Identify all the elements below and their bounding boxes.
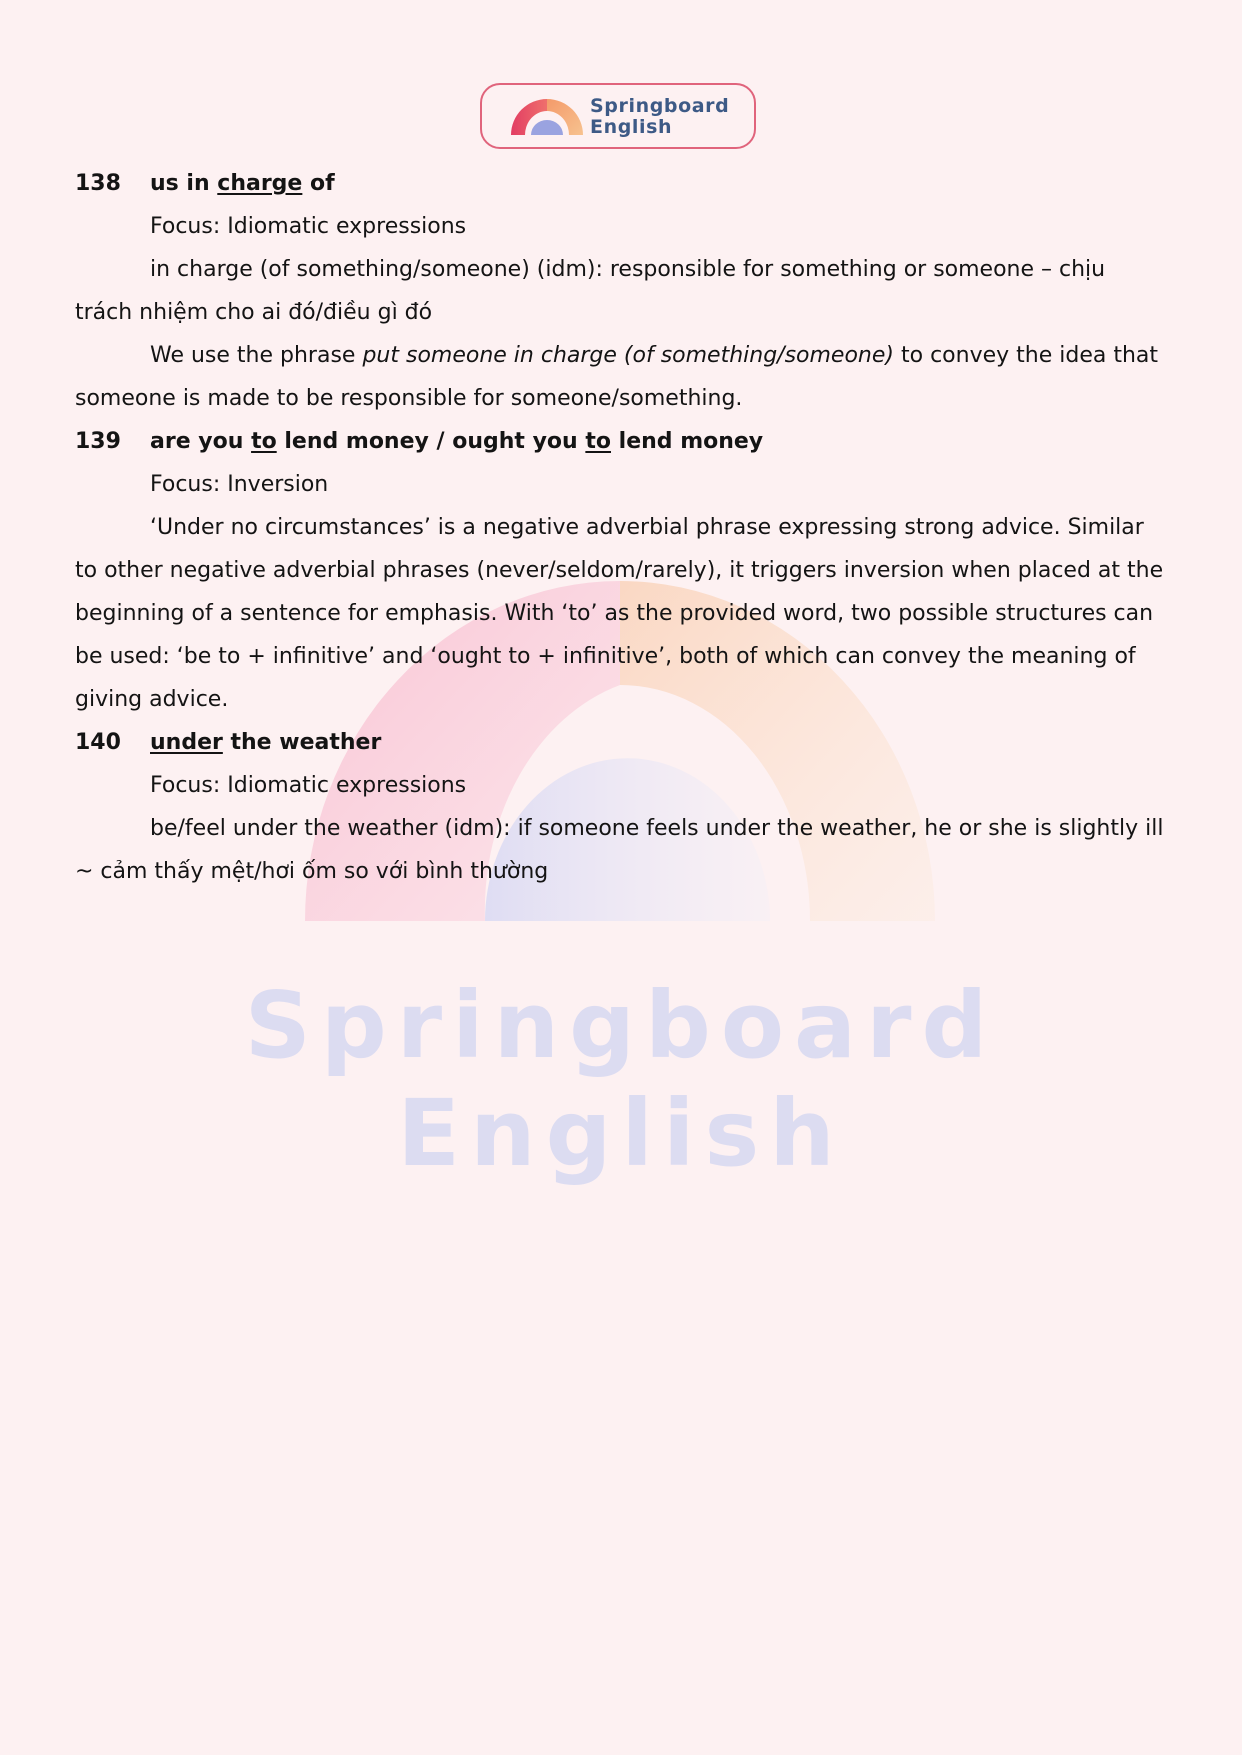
- answer-key-content: [75, 162, 1167, 893]
- entry-heading: [75, 721, 1167, 764]
- entry-140: [75, 721, 1167, 893]
- entry-number: 138: [75, 171, 121, 196]
- answer-keyword: to: [585, 429, 611, 454]
- explanation-part: We use the phrase: [150, 343, 363, 368]
- definition-text: in charge (of something/someone) (idm): responsible for something or someone – chịu trách nhiệm cho ai đó/điều gì đó: [75, 257, 1106, 325]
- focus-label: Focus: Inversion: [150, 472, 329, 497]
- entry-heading: [75, 420, 1167, 463]
- answer-keyword: to: [251, 429, 277, 454]
- watermark-text-line2: English: [397, 1080, 845, 1187]
- entry-number: 140: [75, 730, 121, 755]
- entry-number: 139: [75, 429, 121, 454]
- watermark-text-line1: Springboard: [244, 972, 998, 1079]
- logo-line1: Springboard: [590, 95, 730, 117]
- logo-arch-icon: [511, 97, 583, 135]
- answer-keyword: charge: [217, 171, 303, 196]
- logo-wordmark: [590, 96, 729, 138]
- explanation-text: [75, 334, 1167, 420]
- answer-text: the weather: [222, 730, 382, 755]
- answer-text: lend money / ought you: [276, 429, 586, 454]
- answer-text: are you: [150, 429, 252, 454]
- entry-139: [75, 420, 1167, 721]
- focus-label: Focus: Idiomatic expressions: [150, 773, 467, 798]
- answer-keyword: under: [150, 730, 223, 755]
- springboard-english-logo: [480, 83, 756, 149]
- explanation-part: to convey the idea that someone is made to be responsible for someone/something.: [75, 343, 1158, 411]
- explanation-phrase: put someone in charge (of something/someone): [362, 343, 894, 368]
- answer-text: of: [302, 171, 335, 196]
- explanation-text: ‘Under no circumstances’ is a negative adverbial phrase expressing strong advice. Similar to other negative adverbial phrases (never/seldom/rarely), it triggers inversion when placed at the beginning of a sentence for emphasis. With ‘to’ as the provided word, two possible structures can be used: ‘be to + infinitive’ and ‘ought to + infinitive’, both of which can convey the meaning of giving advice.: [75, 515, 1164, 712]
- entry-138: [75, 162, 1167, 420]
- answer-text: lend money: [611, 429, 764, 454]
- logo-line2: English: [590, 116, 673, 138]
- answer-text: us in: [150, 171, 218, 196]
- entry-heading: [75, 162, 1167, 205]
- focus-label: Focus: Idiomatic expressions: [150, 214, 467, 239]
- definition-text: be/feel under the weather (idm): if someone feels under the weather, he or she is slightly ill ~ cảm thấy mệt/hơi ốm so với bình thường: [75, 816, 1164, 884]
